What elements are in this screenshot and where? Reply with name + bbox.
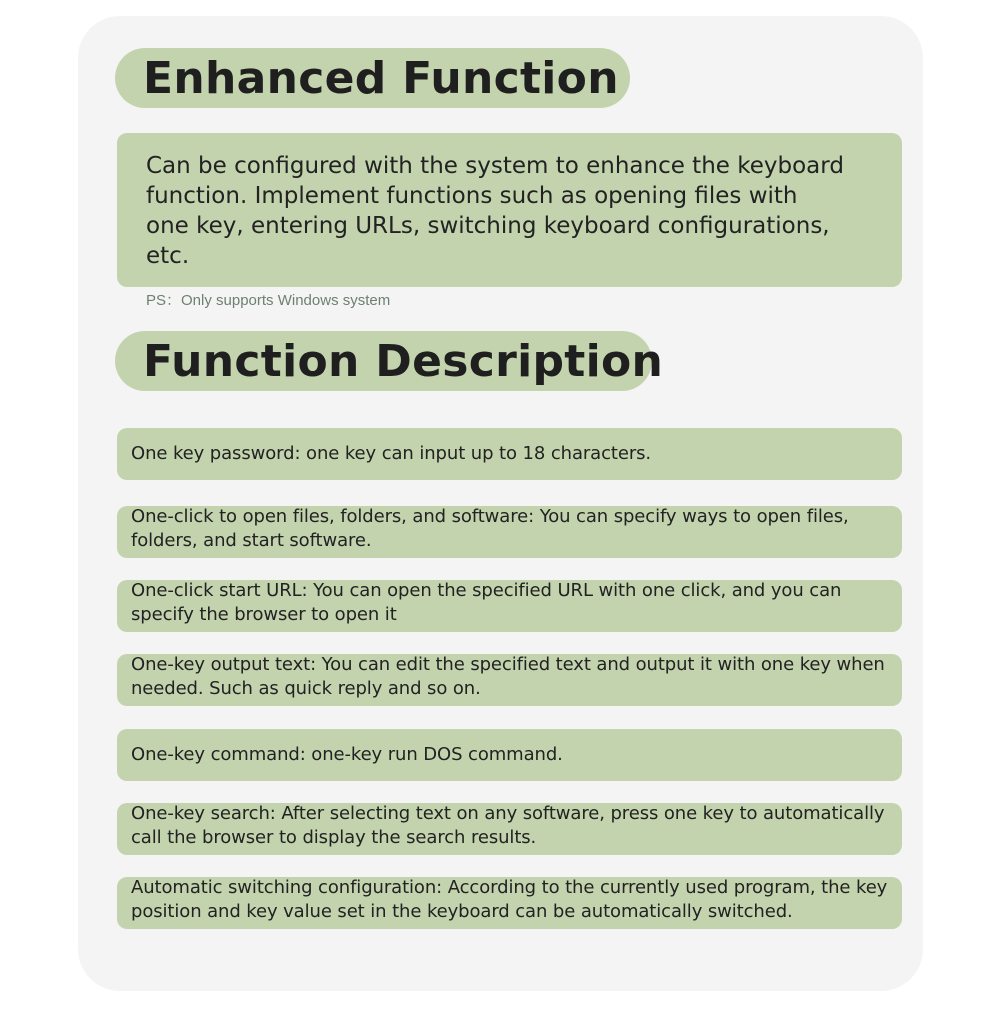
- function-item-auto-switch: [117, 877, 902, 929]
- function-description-heading: Function Description: [143, 335, 664, 387]
- function-item-one-key-password: [117, 428, 902, 480]
- function-item-command: [117, 729, 902, 781]
- windows-support-note: PS：Only supports Windows system: [146, 292, 391, 309]
- enhanced-function-heading: Enhanced Function: [143, 52, 619, 104]
- function-item-text: One-click to open files, folders, and software: You can specify ways to open files, folders, and start software.: [131, 506, 849, 551]
- function-item-start-url: [117, 580, 902, 632]
- function-item-search: [117, 803, 902, 855]
- function-item-text: One key password: one key can input up to 18 characters.: [131, 443, 652, 464]
- function-item-text: One-key command: one-key run DOS command.: [131, 744, 563, 765]
- function-item-text: One-key search: After selecting text on any software, press one key to automatically call the browser to display the search results.: [131, 803, 885, 848]
- enhanced-function-heading-pill: [115, 48, 630, 108]
- enhanced-function-description: Can be configured with the system to enhance the keyboard function. Implement functions such as opening files with one key, entering URLs, switching keyboard configurations, etc.: [146, 153, 844, 269]
- function-item-open-files: [117, 506, 902, 558]
- function-description-heading-pill: [115, 331, 664, 391]
- function-item-text: Automatic switching configuration: According to the currently used program, the key position and key value set in the keyboard can be automatically switched.: [131, 877, 888, 922]
- enhanced-function-description-box: [117, 133, 902, 309]
- function-item-output-text: [117, 654, 902, 706]
- function-item-text: One-click start URL: You can open the specified URL with one click, and you can specify the browser to open it: [131, 580, 842, 625]
- function-item-text: One-key output text: You can edit the specified text and output it with one key when needed. Such as quick reply and so on.: [131, 654, 885, 699]
